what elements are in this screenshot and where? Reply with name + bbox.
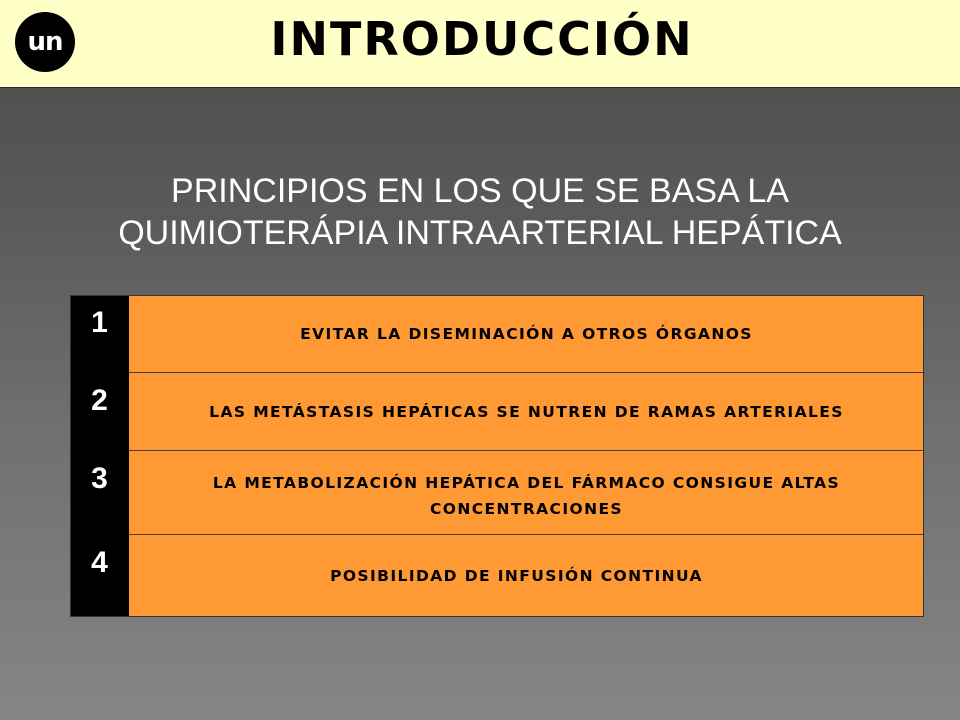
principle-text: EVITAR LA DISEMINACIÓN A OTROS ÓRGANOS: [300, 324, 753, 343]
number-cell: [70, 451, 129, 535]
principle-cell: [129, 535, 924, 617]
number-cell: [70, 535, 129, 617]
principle-text: [213, 470, 840, 522]
subtitle-line-2: QUIMIOTERÁPIA INTRAARTERIAL HEPÁTICA: [118, 214, 842, 252]
row-number: 4: [91, 546, 108, 579]
principles-table: [70, 295, 924, 617]
table-row: [70, 295, 924, 373]
header-bar: [0, 0, 960, 88]
table-row: [70, 535, 924, 617]
principle-text: POSIBILIDAD DE INFUSIÓN CONTINUA: [330, 567, 703, 585]
row-number: 2: [91, 384, 108, 417]
page-title: INTRODUCCIÓN: [270, 12, 694, 66]
row-number: 1: [91, 306, 108, 339]
principle-cell: [129, 295, 924, 373]
principle-text-line-1: LA METABOLIZACIÓN HEPÁTICA DEL FÁRMACO CONSIGUE ALTAS: [212, 473, 841, 492]
principle-cell: [129, 373, 924, 451]
table-row: [70, 451, 924, 535]
logo: un: [15, 12, 75, 72]
number-cell: [70, 373, 129, 451]
table-row: [70, 373, 924, 451]
principle-text: LAS METÁSTASIS HEPÁTICAS SE NUTREN DE RAMAS ARTERIALES: [209, 402, 844, 421]
subtitle-line-1: PRINCIPIOS EN LOS QUE SE BASA LA: [171, 172, 789, 210]
row-number: 3: [91, 462, 108, 495]
principle-cell: [129, 451, 924, 535]
number-cell: [70, 295, 129, 373]
slide-subtitle: [40, 170, 920, 254]
principle-text-line-2: CONCENTRACIONES: [429, 499, 623, 518]
